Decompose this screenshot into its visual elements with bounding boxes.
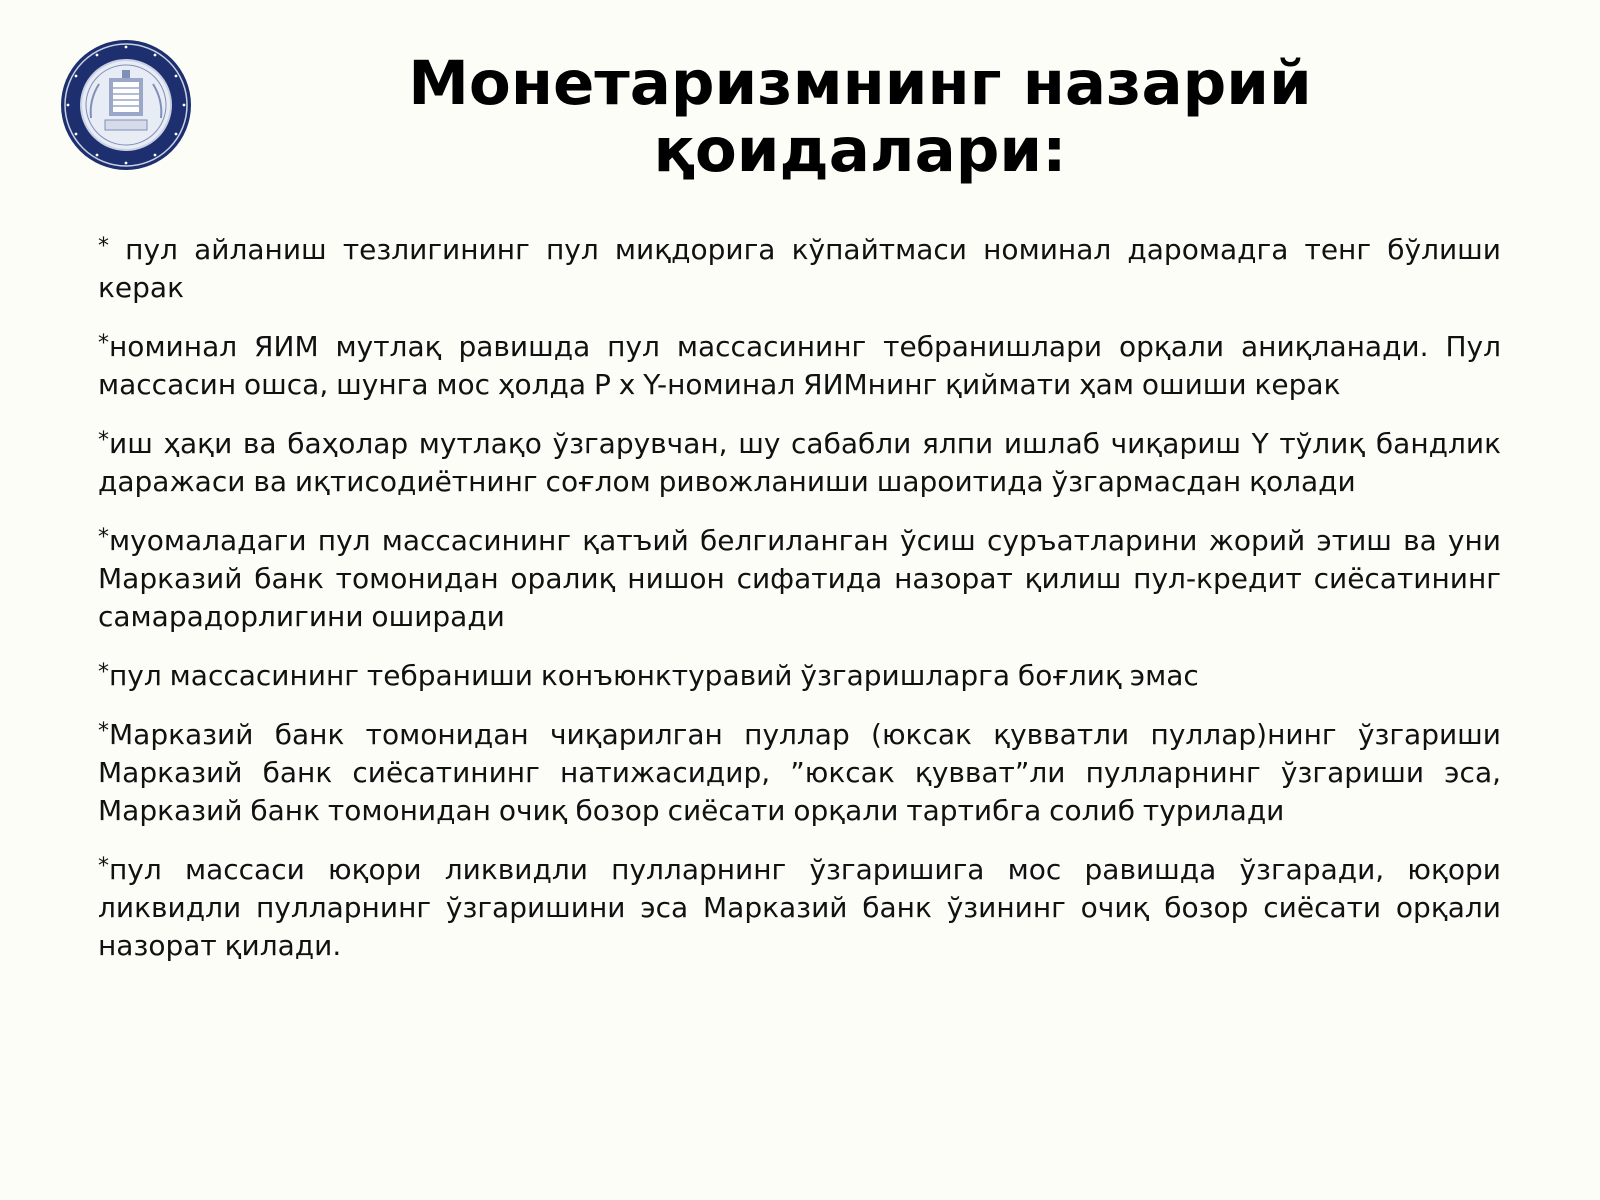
bullet-marker: * (98, 428, 109, 453)
bullet-marker: * (98, 660, 109, 685)
bullet-marker: * (98, 854, 109, 879)
bullet-marker: * (98, 331, 109, 356)
paragraph-text: муомаладаги пул массасининг қатъий белгиланган ўсиш суръатларини жорий этиш ва уни Марказий банк томонидан оралиқ нишон сифатида назорат қилиш пул-кредит сиёсатининг самарадорлигини оширади (98, 524, 1501, 633)
slide-title-line-1: Монетаризмнинг назарий (408, 48, 1312, 119)
paragraph-text: номинал ЯИМ мутлақ равишда пул массасининг тебранишлари орқали аниқланади. Пул массасин ошса, шунга мос ҳолда Р х Y-номинал ЯИМнинг қиймати ҳам ошиши керак (98, 330, 1501, 401)
paragraph-4 (98, 519, 1501, 636)
university-seal-graphic (59, 38, 193, 172)
university-seal-icon (59, 38, 193, 172)
paragraph-5 (98, 654, 1501, 695)
slide-title-line-2: қоидалари: (653, 115, 1067, 186)
bullet-marker: * (98, 234, 109, 259)
paragraph-6 (98, 713, 1501, 830)
paragraph-3 (98, 422, 1501, 501)
paragraph-2 (98, 325, 1501, 404)
paragraph-7 (98, 848, 1501, 965)
slide-body (98, 228, 1501, 983)
paragraph-text: пул айланиш тезлигининг пул миқдорига кўпайтмаси номинал даромадга тенг бўлиши керак (98, 233, 1501, 304)
paragraph-text: Марказий банк томонидан чиқарилган пуллар (юксак қувватли пуллар)нинг ўзгариши Марказий банк сиёсатининг натижасидир, ”юксак қувват”ли пулларнинг ўзгариши эса, Марказий банк томонидан очиқ бозор сиёсати орқали тартибга солиб турилади (98, 718, 1501, 827)
bullet-marker: * (98, 525, 109, 550)
slide-title (360, 50, 1360, 184)
bullet-marker: * (98, 719, 109, 744)
paragraph-text: иш ҳақи ва баҳолар мутлақо ўзгарувчан, шу сабабли ялпи ишлаб чиқариш Y тўлиқ бандлик даражаси ва иқтисодиётнинг соғлом ривожланиши шароитида ўзгармасдан қолади (98, 427, 1501, 498)
paragraph-text: пул массаси юқори ликвидли пулларнинг ўзгаришига мос равишда ўзгаради, юқори ликвидли пулларнинг ўзгаришини эса Марказий банк ўзининг очиқ бозор сиёсати орқали назорат қилади. (98, 853, 1501, 962)
paragraph-text: пул массасининг тебраниши конъюнктуравий ўзгаришларга боғлиқ эмас (109, 659, 1199, 692)
paragraph-1 (98, 228, 1501, 307)
